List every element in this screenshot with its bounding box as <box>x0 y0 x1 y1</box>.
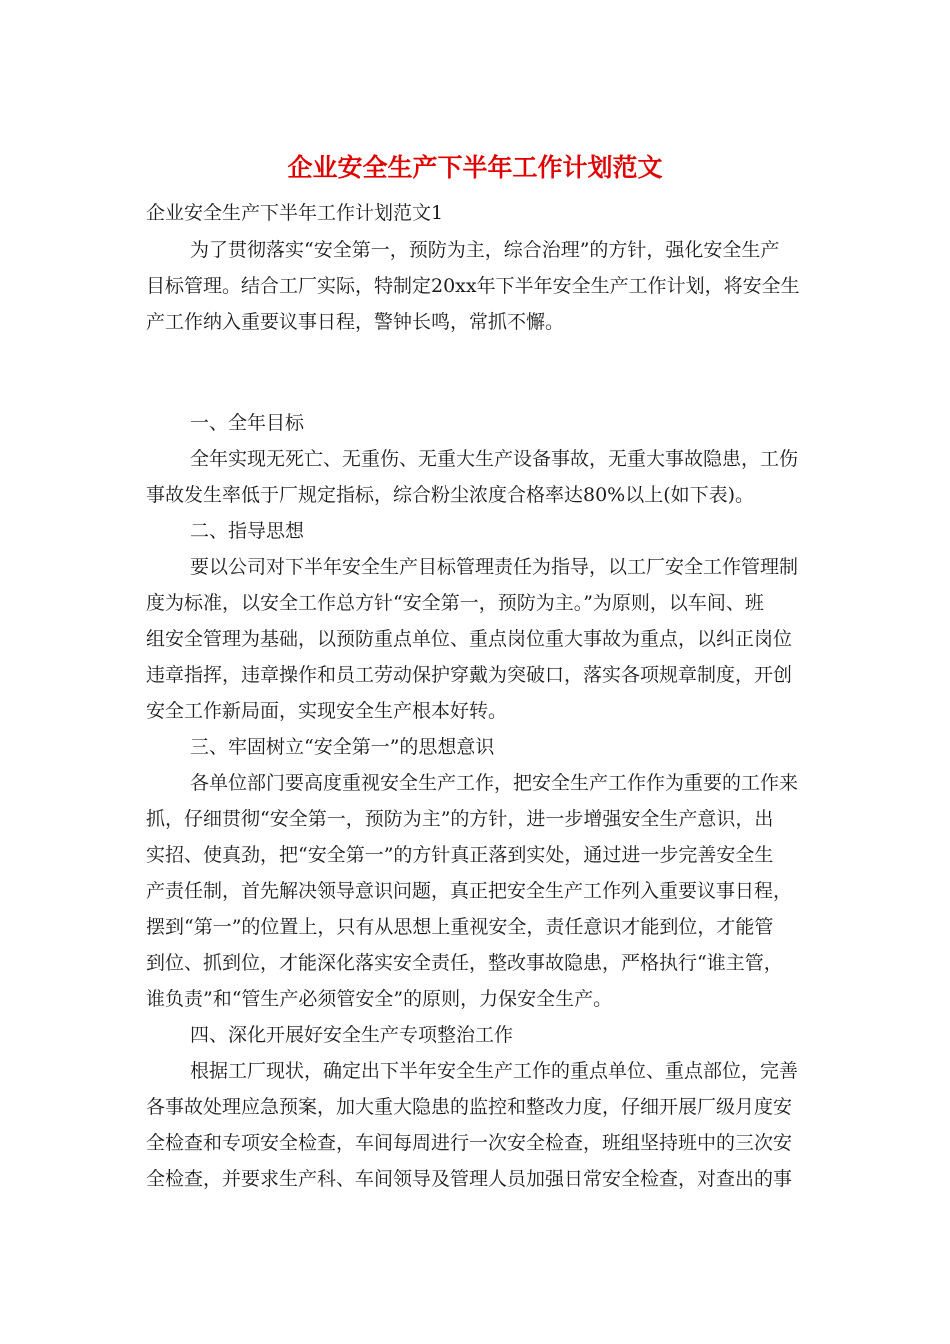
paragraph-line: 产责任制，首先解决领导意识问题，真正把安全生产工作列入重要议事日程， <box>146 880 793 902</box>
paragraph-line: 抓，仔细贯彻“安全第一，预防为主”的方针，进一步增强安全生产意识，出 <box>146 808 774 830</box>
section-heading-guiding-thought: 二、指导思想 <box>190 520 305 542</box>
paragraph-line: 全年实现无死亡、无重伤、无重大生产设备事故，无重大事故隐患，工伤 <box>190 448 799 470</box>
paragraph-line: 度为标准，以安全工作总方针“安全第一，预防为主。”为原则，以车间、班 <box>146 592 764 614</box>
section-heading-special-rectification: 四、深化开展好安全生产专项整治工作 <box>190 1024 514 1046</box>
paragraph-line: 组安全管理为基础，以预防重点单位、重点岗位重大事故为重点，以纠正岗位 <box>146 628 793 650</box>
paragraph-line: 到位、抓到位，才能深化落实安全责任，整改事故隐患，严格执行“谁主管， <box>146 952 783 974</box>
paragraph-line: 全检查和专项安全检查，车间每周进行一次安全检查，班组坚持班中的三次安 <box>146 1132 793 1154</box>
paragraph-line: 各单位部门要高度重视安全生产工作，把安全生产工作作为重要的工作来 <box>190 772 799 794</box>
intro-line: 目标管理。结合工厂实际，特制定20xx年下半年安全生产工作计划，将安全生 <box>146 275 800 297</box>
section-heading-safety-awareness: 三、牢固树立“安全第一”的思想意识 <box>190 736 495 758</box>
body-text <box>146 405 816 1197</box>
paragraph-line: 谁负责”和“管生产必须管安全”的原则，力保安全生产。 <box>146 988 613 1010</box>
paragraph-line: 全检查，并要求生产科、车间领导及管理人员加强日常安全检查，对查出的事 <box>146 1168 793 1190</box>
intro-paragraph <box>146 232 816 340</box>
paragraph-line: 违章指挥，违章操作和员工劳动保护穿戴为突破口，落实各项规章制度，开创 <box>146 664 793 686</box>
document-title: 企业安全生产下半年工作计划范文 <box>287 153 663 182</box>
paragraph-line: 事故发生率低于厂规定指标，综合粉尘浓度合格率达80%以上(如下表)。 <box>146 484 755 506</box>
paragraph-line: 各事故处理应急预案，加大重大隐患的监控和整改力度，仔细开展厂级月度安 <box>146 1096 793 1118</box>
paragraph-line: 要以公司对下半年安全生产目标管理责任为指导，以工厂安全工作管理制 <box>190 556 799 578</box>
paragraph-line: 摆到“第一”的位置上，只有从思想上重视安全，责任意识才能到位，才能管 <box>146 916 774 938</box>
paragraph-line: 实招、使真劲，把“安全第一”的方针真正落到实处，通过进一步完善安全生 <box>146 844 774 866</box>
document-subtitle: 企业安全生产下半年工作计划范文1 <box>146 202 444 224</box>
intro-line: 为了贯彻落实“安全第一，预防为主，综合治理”的方针，强化安全生产 <box>190 239 780 261</box>
paragraph-line: 安全工作新局面，实现安全生产根本好转。 <box>146 700 508 722</box>
paragraph-line: 根据工厂现状，确定出下半年安全生产工作的重点单位、重点部位，完善 <box>190 1060 799 1082</box>
intro-line: 产工作纳入重要议事日程，警钟长鸣，常抓不懈。 <box>146 311 565 333</box>
section-heading-goals: 一、全年目标 <box>190 412 305 434</box>
